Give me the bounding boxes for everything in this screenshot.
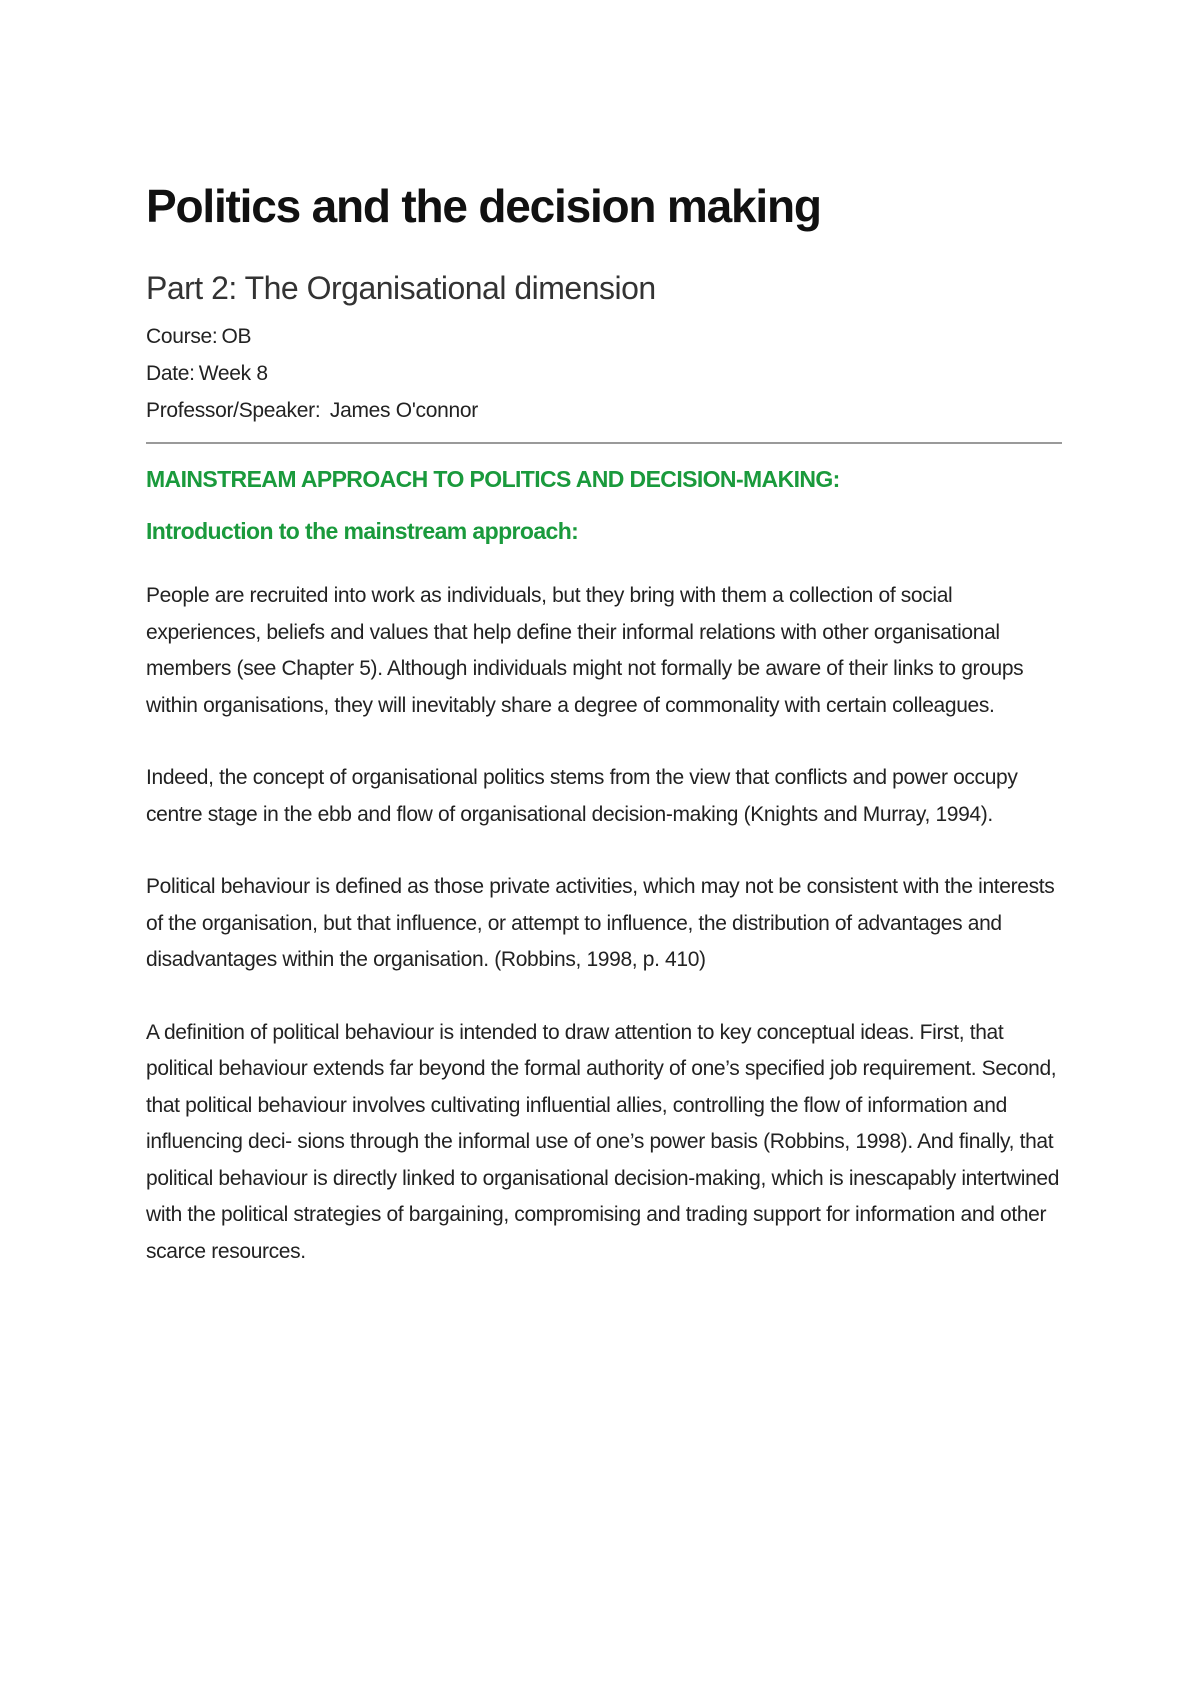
meta-speaker: [146, 392, 1062, 429]
body-text: [146, 578, 1062, 1270]
meta-date-value: Week 8: [198, 362, 268, 385]
paragraph-3: Political behaviour is defined as those private activities, which may not be consistent with the interests of the organisation, but that influence, or attempt to influence, the distribution of advantages and disadvantages within the organisation. (Robbins, 1998, p. 410): [146, 875, 1055, 971]
document-subtitle: Part 2: The Organisational dimension: [146, 270, 656, 306]
header-divider: [146, 442, 1062, 444]
paragraph-4: A definition of political behaviour is intended to draw attention to key conceptual ideas. First, that political behaviour extends far beyond the formal authority of one’s specified job requirement. Second, that political behaviour involves cultivating influential allies, controlling the flow of information and influencing deci- sions through the informal use of one’s power basis (Robbins, 1998). And finally, that political behaviour is directly linked to organisational decision-making, which is inescapably intertwined with the political strategies of bargaining, compromising and trading support for information and other scarce resources.: [146, 1020, 1060, 1263]
document-title: Politics and the decision making: [146, 180, 821, 232]
meta-course-value: OB: [221, 325, 252, 348]
meta-course: [146, 318, 1062, 355]
paragraph-2: Indeed, the concept of organisational politics stems from the view that conflicts and power occupy centre stage in the ebb and flow of organisational decision-making (Knights and Murray, 1994).: [146, 766, 1018, 826]
paragraph-1: People are recruited into work as individuals, but they bring with them a collection of social experiences, beliefs and values that help define their informal relations with other organisational members (see Chapter 5). Although individuals might not formally be aware of their links to groups within organisations, they will inevitably share a degree of commonality with certain colleagues.: [146, 584, 1024, 717]
meta-date: [146, 355, 1062, 392]
meta-speaker-value: James O'connor: [324, 399, 478, 422]
document-page: [146, 176, 1062, 1306]
section-heading: MAINSTREAM APPROACH TO POLITICS AND DECISION-MAKING:: [146, 466, 840, 492]
meta-date-label: Date:: [146, 362, 195, 385]
sub-heading: Introduction to the mainstream approach:: [146, 518, 579, 544]
meta-course-label: Course:: [146, 325, 218, 348]
document-meta: [146, 318, 1062, 429]
meta-speaker-label: Professor/Speaker:: [146, 399, 321, 422]
